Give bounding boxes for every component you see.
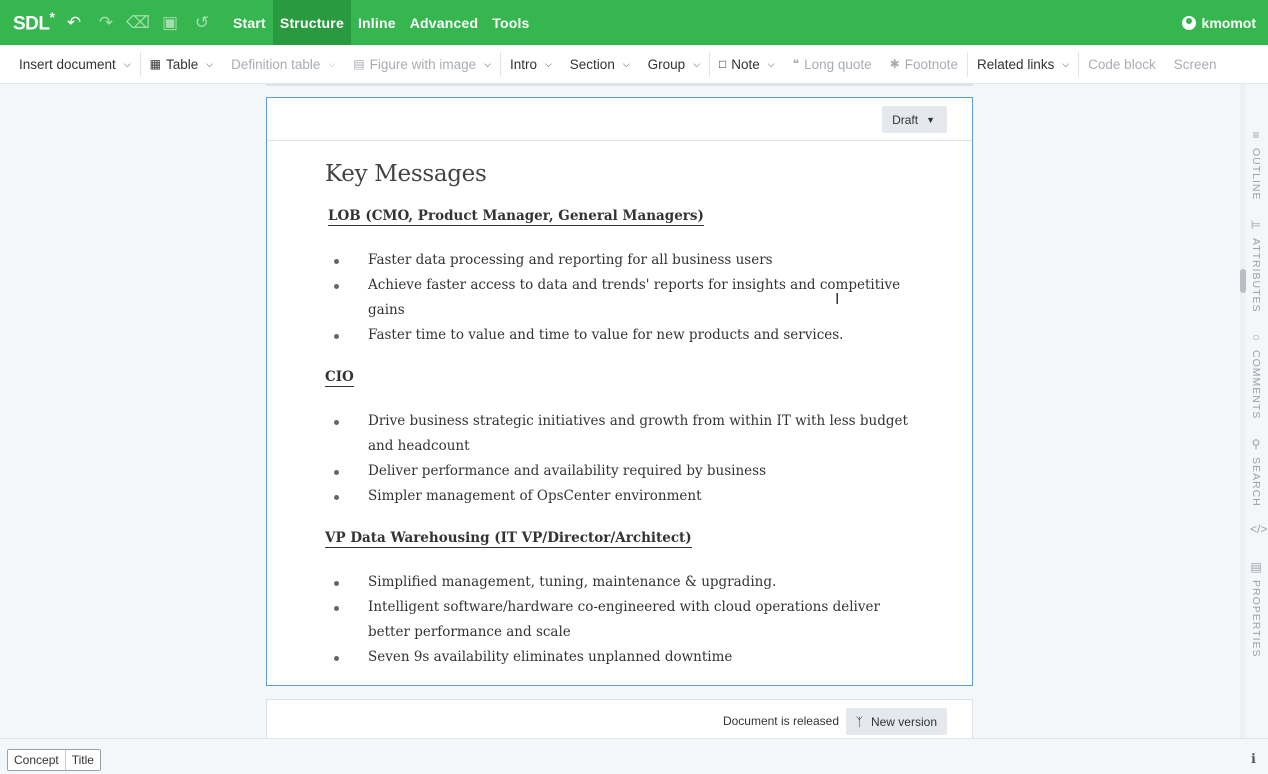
document-title[interactable]: Key Messages — [325, 161, 487, 187]
redo-icon[interactable]: ↷ — [98, 12, 114, 32]
new-version-label: New version — [870, 714, 937, 729]
bullet-list — [325, 570, 972, 670]
group-label: Group — [647, 56, 686, 72]
status-dropdown[interactable] — [882, 106, 947, 133]
caret-down-icon: ▼ — [926, 114, 935, 125]
info-icon[interactable]: ℹ — [1251, 751, 1256, 766]
related-links-label: Related links — [977, 56, 1055, 72]
top-bar — [0, 0, 1268, 45]
attributes-label: ATTRIBUTES — [1250, 238, 1262, 313]
outline-label: OUTLINE — [1250, 148, 1262, 201]
code-icon: </> — [1250, 522, 1268, 536]
sdl-logo: SDL* — [13, 9, 55, 35]
history-icon[interactable]: ↺ — [194, 12, 210, 32]
new-version-button[interactable] — [846, 708, 947, 735]
next-document-block — [266, 699, 973, 738]
structure-ribbon — [0, 45, 1268, 84]
group-button[interactable] — [639, 45, 709, 84]
tab-tools[interactable]: Tools — [492, 14, 530, 31]
footnote-button[interactable] — [881, 45, 967, 84]
code-block-label: Code block — [1088, 56, 1156, 72]
screen-label: Screen — [1173, 56, 1217, 72]
scrollbar-thumb[interactable] — [1240, 269, 1246, 293]
related-links-button[interactable] — [968, 45, 1078, 84]
long-quote-button[interactable] — [784, 45, 881, 84]
figure-with-image-button[interactable] — [344, 45, 500, 84]
screen-button[interactable] — [1165, 45, 1226, 84]
definition-table-label: Definition table — [231, 56, 321, 72]
intro-label: Intro — [509, 56, 537, 72]
insert-document-button[interactable] — [0, 45, 140, 84]
image-icon: ▤ — [353, 57, 365, 71]
list-item[interactable]: Deliver performance and availability required by business — [325, 459, 915, 484]
section-heading-vp-data-warehousing[interactable]: VP Data Warehousing (IT VP/Director/Architect) — [325, 530, 692, 546]
document-body[interactable] — [267, 141, 972, 670]
status-label: Draft — [892, 112, 919, 127]
sliders-icon: ⊨ — [1250, 218, 1262, 232]
chevron-down-icon: ⌵ — [206, 58, 214, 69]
chevron-down-icon: ⌵ — [622, 58, 630, 69]
list-item[interactable]: Seven 9s availability eliminates unplanned downtime — [325, 645, 915, 670]
quote-icon: ❝ — [792, 57, 800, 71]
panel-tab-search[interactable] — [1250, 437, 1262, 507]
breadcrumb — [7, 749, 101, 771]
list-item[interactable]: Faster data processing and reporting for all business users — [325, 248, 915, 273]
panel-tab-attributes[interactable] — [1250, 218, 1262, 313]
table-icon: ▦ — [149, 57, 161, 71]
panel-tab-properties[interactable] — [1250, 560, 1262, 658]
chevron-down-icon: ⌵ — [1062, 58, 1070, 69]
list-item[interactable]: Achieve faster access to data and trends' reports for insights and competitive gains — [325, 273, 915, 323]
list-item[interactable]: Intelligent software/hardware co-engineered with cloud operations deliver better performance and scale — [325, 595, 915, 645]
breadcrumb-item-title[interactable]: Title — [65, 750, 100, 770]
previous-document-edge — [266, 84, 973, 86]
list-item[interactable]: Faster time to value and time to value for new products and services. — [325, 323, 915, 348]
list-item[interactable]: Drive business strategic initiatives and growth from within IT with less budget and headcount — [325, 409, 915, 459]
panel-tab-source[interactable] — [1250, 522, 1267, 536]
section-label: Section — [569, 56, 615, 72]
properties-label: PROPERTIES — [1250, 580, 1262, 658]
quick-access-toolbar — [58, 0, 218, 45]
note-button[interactable] — [710, 45, 784, 84]
release-status-text: Document is released — [722, 714, 839, 728]
section-heading-cio[interactable]: CIO — [325, 369, 354, 385]
ribbon-tabs — [226, 0, 537, 45]
definition-table-button[interactable] — [222, 45, 344, 84]
vertical-scrollbar[interactable] — [1240, 84, 1246, 738]
tab-structure[interactable]: Structure — [273, 0, 351, 45]
branch-icon: ᛉ — [855, 714, 863, 729]
breadcrumb-item-concept[interactable]: Concept — [14, 753, 59, 767]
editor-canvas — [0, 84, 1240, 738]
user-menu[interactable] — [1182, 0, 1256, 45]
table-label: Table — [165, 56, 199, 72]
comments-label: COMMENTS — [1250, 350, 1262, 420]
chevron-down-icon: ⌵ — [767, 58, 775, 69]
section-button[interactable] — [561, 45, 639, 84]
intro-button[interactable] — [501, 45, 561, 84]
document-block[interactable] — [266, 97, 973, 686]
bullet-list — [325, 409, 972, 509]
asterisk-icon: ✱ — [889, 57, 900, 71]
comment-icon: ○ — [1252, 330, 1260, 344]
list-item[interactable]: Simpler management of OpsCenter environment — [325, 484, 915, 509]
user-name: kmomot — [1201, 14, 1256, 31]
note-icon: □ — [719, 57, 727, 71]
insert-document-label: Insert document — [19, 56, 116, 72]
eraser-icon[interactable]: ⌫ — [125, 12, 151, 32]
long-quote-label: Long quote — [804, 56, 872, 72]
table-button[interactable] — [141, 45, 222, 84]
chevron-down-icon: ⌵ — [693, 58, 701, 69]
search-icon: ⚲ — [1251, 437, 1261, 451]
document-header — [267, 98, 972, 141]
undo-icon[interactable]: ↶ — [66, 12, 82, 32]
tab-start[interactable]: Start — [233, 14, 266, 31]
properties-icon: ▤ — [1250, 560, 1262, 574]
section-heading-lob[interactable]: LOB (CMO, Product Manager, General Managers) — [328, 208, 704, 224]
save-icon[interactable]: ▣ — [161, 12, 179, 32]
footnote-label: Footnote — [904, 56, 959, 72]
status-bar — [0, 738, 1268, 774]
panel-tab-comments[interactable] — [1250, 330, 1262, 419]
tab-advanced[interactable]: Advanced — [409, 14, 479, 31]
tab-inline[interactable]: Inline — [357, 14, 396, 31]
chevron-down-icon: ⌵ — [328, 58, 336, 69]
user-icon — [1182, 16, 1196, 30]
note-label: Note — [731, 56, 760, 72]
figure-with-image-label: Figure with image — [369, 56, 477, 72]
search-label: SEARCH — [1250, 457, 1262, 507]
chevron-down-icon: ⌵ — [484, 58, 491, 69]
panel-tab-outline[interactable] — [1250, 128, 1262, 201]
code-block-button[interactable] — [1079, 45, 1165, 84]
chevron-down-icon: ⌵ — [123, 58, 131, 69]
text-cursor-icon: I — [835, 290, 840, 308]
chevron-down-icon: ⌵ — [544, 58, 552, 69]
list-item[interactable]: Simplified management, tuning, maintenance & upgrading. — [325, 570, 915, 595]
bullet-list — [325, 248, 972, 348]
outline-icon: ≡ — [1252, 128, 1260, 142]
